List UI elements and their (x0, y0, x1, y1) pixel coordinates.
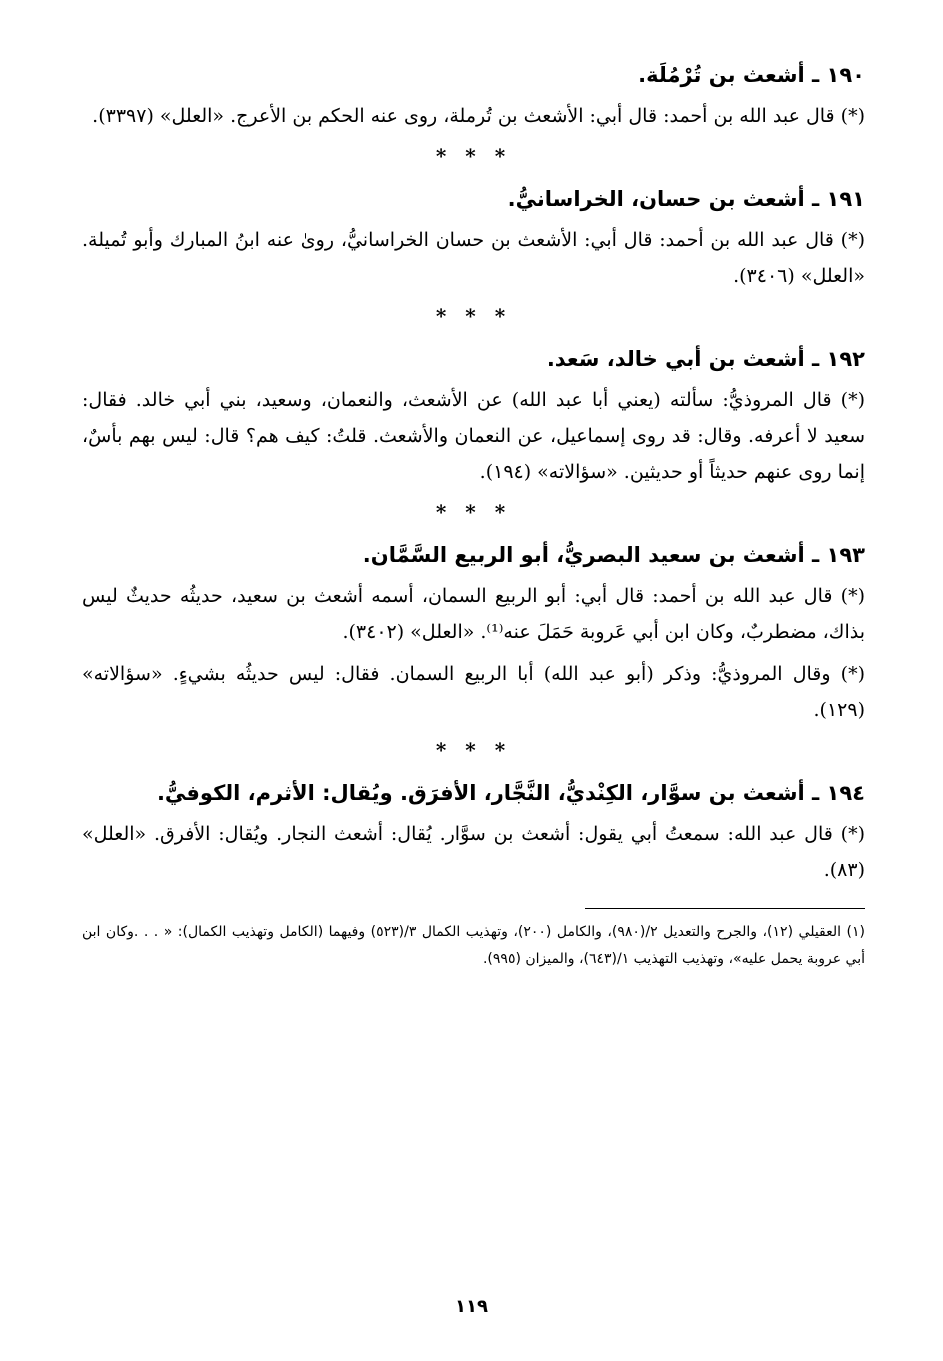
entry-194 (82, 776, 865, 888)
footnote-divider (585, 908, 865, 909)
entry-heading: ١٩٠ ـ أشعث بن تُرْمُلَة. (638, 63, 865, 87)
entry-heading: ١٩٤ ـ أشعث بن سوَّار، الكِنْديُّ، النَّجَّار، الأفرَق. ويُقال: الأثرم، الكوفيُّ. (156, 781, 865, 805)
page-number: ١١٩ (455, 1296, 488, 1317)
entry-192 (82, 342, 865, 490)
entry-paragraph: (*) قال عبد الله: سمعتُ أبي يقول: أشعث بن سوَّار. يُقال: أشعث النجار. ويُقال: الأفرق. «العلل» (٨٣). (82, 823, 865, 881)
entry-paragraph: (*) قال عبد الله بن أحمد: قال أبي: الأشعث بن حسان الخراسانيُّ، روىٰ عنه ابنُ المبارك وأبو تُميلة. «العلل» (٣٤٠٦). (82, 229, 865, 287)
entry-paragraph: (*) قال المروذيُّ: سألته (يعني أبا عبد الله) عن الأشعث، والنعمان، وسعيد، بني أبي خالد. فقال: سعيد لا أعرفه. وقال: قد روى إسماعيل، عن النعمان والأشعث. قلتُ: كيف هم؟ قال: ليس بهم بأسٌ، إنما روى عنهم حديثاً أو حديثين. «سؤالاته» (١٩٤). (82, 389, 865, 483)
section-separator: * * * (435, 500, 512, 524)
entry-heading: ١٩١ ـ أشعث بن حسان، الخراسانيُّ. (507, 187, 865, 211)
entry-paragraph: (*) قال عبد الله بن أحمد: قال أبي: الأشعث بن تُرملة، روى عنه الحكم بن الأعرج. «العلل» (٣٣٩٧). (92, 105, 865, 127)
entry-paragraph: (*) قال عبد الله بن أحمد: قال أبي: أبو الربيع السمان، أسمه أشعث بن سعيد، حديثُه حديثٌ ليس بذاك، مضطربٌ، وكان ابن أبي عَروبة حَمَلَ عنه⁽¹⁾. «العلل» (٣٤٠٢). (82, 585, 865, 643)
entry-191 (82, 182, 865, 294)
entry-heading: ١٩٢ ـ أشعث بن أبي خالد، سَعد. (546, 347, 865, 371)
section-separator: * * * (435, 738, 512, 762)
section-separator: * * * (435, 144, 512, 168)
entry-heading: ١٩٣ ـ أشعث بن سعيد البصريُّ، أبو الربيع السَّمَّان. (362, 543, 865, 567)
entry-193 (82, 538, 865, 728)
entry-190 (82, 58, 865, 134)
section-separator: * * * (435, 304, 512, 328)
entry-paragraph: (*) وقال المروذيُّ: وذكر (أبو عبد الله) أبا الربيع السمان. فقال: ليس حديثُه بشيءٍ. «سؤالاته» (١٢٩). (82, 663, 865, 721)
footnote: (١) العقيلي (١٢)، والجرح والتعديل ٢/(٩٨٠)، والكامل (٢٠٠)، وتهذيب الكمال ٣/(٥٢٣) وفيهما (الكامل وتهذيب الكمال): « . . .وكان ابن أبي عروبة يحمل عليه»، وتهذيب التهذيب ١/(٦٤٣)، والميزان (٩٩٥). (82, 924, 865, 967)
